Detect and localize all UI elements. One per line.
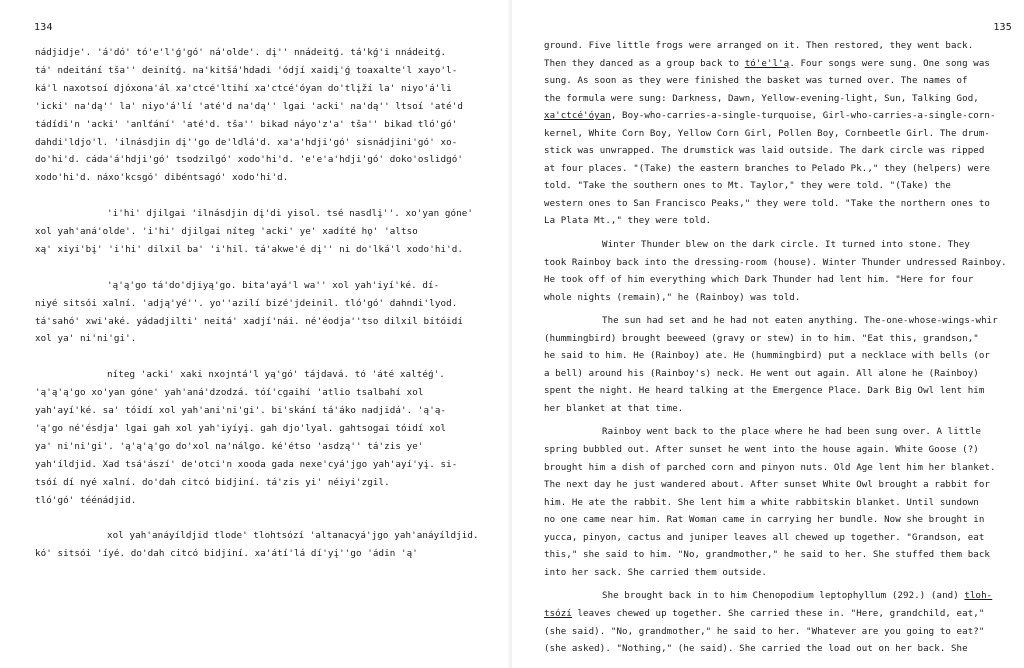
text-line bbox=[544, 495, 1020, 513]
text-line bbox=[544, 255, 1020, 273]
text-segment: He took off of him everything which Dark Thunder had lent him. "Here for four bbox=[544, 275, 974, 286]
text-line bbox=[544, 366, 1020, 384]
text-line bbox=[544, 547, 1020, 565]
text-segment: her blanket at that time. bbox=[544, 403, 684, 414]
underlined-navajo-term: tsózí bbox=[544, 608, 572, 619]
text-segment: this," she said to him. "No, grandmother," he said to her. She stuffed them back bbox=[544, 550, 990, 561]
text-segment: stick was unwrapped. The drumstick was laid outside. The dark circle was ripped bbox=[544, 146, 985, 157]
text-line bbox=[544, 196, 1020, 214]
text-segment: The next day he just wandered about. After sunset White Owl brought a rabbit for bbox=[544, 480, 990, 491]
text-line bbox=[544, 383, 1020, 401]
text-segment: The sun had set and he had not eaten anything. The-one-whose-wings-whir bbox=[602, 316, 998, 327]
paragraph-gap bbox=[35, 510, 499, 528]
right-page-number: 135 bbox=[993, 22, 1012, 33]
text-segment: spent the night. He heard talking at the Emergence Place. Dark Big Owl lent him bbox=[544, 386, 985, 397]
text-line bbox=[544, 38, 1020, 56]
text-segment: told. "Take the southern ones to Mt. Taylor," they were told. "(Take) the bbox=[544, 181, 951, 192]
text-line: kó' sitsói 'íyé. do'dah citcó bidjiní. xa'átí'lá dí'yį''go 'ádin 'ą' bbox=[35, 548, 418, 560]
text-line bbox=[544, 126, 1020, 144]
text-line: tsóí dí nyé xalní. do'dah citcó bidjiní. tá'zis yi' néiyi'zgil. bbox=[35, 476, 390, 488]
text-segment: Rainboy went back to the place where he had been sung over. A little bbox=[602, 427, 982, 438]
underlined-navajo-term: xa'ctcé'óyan bbox=[544, 111, 611, 122]
text-line bbox=[544, 512, 1020, 530]
text-line: 'i'hi' djilgai 'ilnásdjin dį'di yisol. tsé nasdlį''. xo'yan góne' bbox=[107, 208, 474, 220]
text-line: ká'l naxotsoí djóxona'ál xa'ctcé'ltihí xa'ctcé'óyan do'tlįží la' niyo'á'li bbox=[35, 82, 452, 94]
text-line: 'ą'go né'ésdja' lgai gah xol yah'iyíyį. gah djo'lyal. gahtsogai tóidí xol bbox=[35, 422, 447, 434]
text-segment: him. He ate the rabbit. She lent him a white rabbitskin blanket. Until sundown bbox=[544, 497, 979, 508]
text-segment: (she said). "No, grandmother," he said to her. "Whatever are you going to eat?" bbox=[544, 626, 985, 637]
text-line bbox=[544, 424, 1020, 442]
text-segment: brought him a dish of parched corn and pinyon nuts. Old Age lent him her blanket. bbox=[544, 462, 996, 473]
text-line bbox=[544, 606, 1020, 624]
text-line: dahdi'ldjo'l. 'ilnásdjin dį''go de'ldlá'd. xa'a'hdji'gó' sisnádjini'gó' xo- bbox=[35, 136, 458, 148]
text-segment: She brought back in to him Chenopodium leptophyllum (292.) (and) bbox=[602, 591, 965, 602]
text-line: tló'gó' téénádjid. bbox=[35, 494, 137, 506]
text-segment: he said to him. He (Rainboy) ate. He (hummingbird) put a necklace with bells (or bbox=[544, 351, 990, 362]
text-line: do'hi'd. cáda'á'hdji'gó' tsodzilgó' xodo'hi'd. 'e'e'a'hdji'gó' doko'oslidgó' bbox=[35, 154, 463, 166]
underlined-navajo-term: tó'e'l'ą bbox=[744, 58, 790, 69]
text-line: xol yah'anáyíldjid tlode' tlohtsózí 'altanacyá'jgo yah'anáyíldjid. bbox=[107, 530, 479, 542]
text-line bbox=[544, 56, 1020, 74]
text-line: 'icki' na'dą'' la' niyo'á'lí 'até'd na'dą'' lgai 'acki' na'dą'' ltsoí 'até'd bbox=[35, 100, 463, 112]
text-line bbox=[544, 161, 1020, 179]
text-segment: spring bubbled out. After sunset he went into the house again. White Goose (?) bbox=[544, 445, 979, 456]
paragraph-gap bbox=[35, 259, 499, 277]
text-line: 'ą'ą'ą'go xo'yan góne' yah'aná'dzodzá. tóí'cgaihí 'atlio tsalbahí xol bbox=[35, 387, 424, 399]
text-line bbox=[544, 108, 1020, 126]
text-segment: Winter Thunder blew on the dark circle. It turned into stone. They bbox=[602, 240, 970, 251]
english-text-body bbox=[544, 38, 1020, 659]
text-segment: the formula were sung: Darkness, Dawn, Yellow-evening-light, Sun, Talking God, bbox=[544, 93, 979, 104]
text-segment: kernel, White Corn Boy, Yellow Corn Girl, Pollen Boy, Cornbeetle Girl. The drum- bbox=[544, 128, 990, 139]
text-line: ya' ni'ni'gi'. 'ą'ą'ą'go do'xol na'nálgo. ké'étso 'asdzą'' tá'zis ye' bbox=[35, 440, 424, 452]
text-line bbox=[544, 442, 1020, 460]
text-line bbox=[544, 91, 1020, 109]
underlined-navajo-term: tloh- bbox=[964, 591, 993, 602]
text-line bbox=[544, 272, 1020, 290]
text-line: xodo'hi'd. náxo'kcsgó' dibéntsagó' xodo'hi'd. bbox=[35, 172, 289, 184]
text-segment: La Plata Mt.," they were told. bbox=[544, 216, 712, 227]
paragraph-gap bbox=[35, 187, 499, 205]
text-line: xol yah'aná'olde'. 'i'hi' djilgai níteg 'acki' ye' xadíté hǫ' 'altso bbox=[35, 226, 418, 238]
text-line bbox=[544, 565, 1020, 583]
navajo-text-body bbox=[35, 44, 499, 563]
text-line: tá'sahó' xwi'aké. yádadjilti' neitá' xadjí'nái. né'éodja''tso dilxil bitóidí bbox=[35, 315, 463, 327]
text-line bbox=[544, 143, 1020, 161]
text-line bbox=[544, 331, 1020, 349]
right-page bbox=[512, 0, 1024, 668]
text-segment: a bell) around his (Rainboy's) neck. He went out again. All alone he (Rainboy) bbox=[544, 368, 979, 379]
text-segment: sung. As soon as they were finished the basket was turned over. The names of bbox=[544, 76, 968, 87]
paragraph-gap bbox=[35, 348, 499, 366]
text-segment: western ones to San Francisco Peaks," they were told. "Take the northern ones to bbox=[544, 198, 990, 209]
text-line bbox=[544, 401, 1020, 419]
text-line bbox=[544, 348, 1020, 366]
text-segment: at four places. "(Take) the eastern branches to Pelado Pk.," they (helpers) were bbox=[544, 163, 990, 174]
text-segment: (she asked). "Nothing," (he said). She carried the load out on her back. She bbox=[544, 644, 968, 655]
text-line bbox=[544, 313, 1020, 331]
text-line bbox=[544, 530, 1020, 548]
text-line: xol ya' ni'ni'gi'. bbox=[35, 333, 137, 345]
text-line: tádídi'n 'acki' 'anlťání' 'até'd. tša'' bikad náyo'z'a' tša'' bikad tló'gó' bbox=[35, 118, 458, 130]
text-line: tá' ndeitání tša'' deinítǵ. na'kitšá'hdadi 'ódjí xaidį'ǵ toaxalte'l xayo'l- bbox=[35, 64, 458, 76]
text-line bbox=[544, 477, 1020, 495]
text-line bbox=[544, 588, 1020, 606]
text-line bbox=[544, 178, 1020, 196]
text-line bbox=[544, 460, 1020, 478]
text-segment: took Rainboy back into the dressing-room (house). Winter Thunder undressed Rainboy. bbox=[544, 257, 1007, 268]
text-line: yah'ayí'ké. sa' tóidí xol yah'ani'ni'gi'. bi'skání tá'áko nadjidá'. 'ą'ą- bbox=[35, 405, 447, 417]
text-segment: leaves chewed up together. She carried these in. "Here, grandchild, eat," bbox=[571, 608, 985, 619]
text-line bbox=[544, 641, 1020, 659]
text-line: nádjidje'. 'á'dó' tó'e'l'ǵ'gó' ná'olde'. dį'' nnádeitǵ. tá'kǵ'i nnádeitǵ. bbox=[35, 47, 447, 58]
text-segment: (hummingbird) brought beeweed (gravy or stew) in to him. "Eat this, grandson," bbox=[544, 333, 979, 344]
text-line bbox=[544, 73, 1020, 91]
text-line: 'ą'ą'go tá'do'djiyą'go. bita'ayá'l wa'' xol yah'iyí'ké. dí- bbox=[107, 279, 440, 291]
text-segment: . Four songs were sung. One song was bbox=[789, 58, 991, 69]
text-line bbox=[544, 237, 1020, 255]
left-page-number: 134 bbox=[34, 22, 53, 33]
text-line bbox=[544, 624, 1020, 642]
text-line: níteg 'acki' xaki nxojntá'l yą'gó' tájdavá. tó 'áté xaltéǵ'. bbox=[107, 369, 445, 381]
text-segment: no one came near him. Rat Woman came in carrying her bundle. Now she brought in bbox=[544, 515, 985, 526]
text-line: xą' xiyi'bį' 'i'hi' dilxil ba' 'i'hil. tá'akwe'é dį'' ni do'lká'l xodo'hi'd. bbox=[35, 243, 463, 255]
text-line bbox=[544, 213, 1020, 231]
text-segment: whole nights (remain)," he (Rainboy) was told. bbox=[544, 292, 801, 303]
text-segment: Then they danced as a group back to bbox=[544, 58, 745, 69]
text-segment: , Boy-who-carries-a-single-turquoise, Girl-who-carries-a-single-corn- bbox=[610, 111, 996, 122]
text-line: niyé sitsói xalní. 'adją'yé''. yo''azilí bizé'jdeinil. tló'gó' dahndi'lyod. bbox=[35, 297, 458, 309]
text-segment: yucca, pinyon, cactus and juniper leaves all chewed up together. "Grandson, eat bbox=[544, 532, 985, 543]
text-line: yah'íldjid. Xad tsá'ászí' de'otci'n xooda gada nexe'cyá'jgo yah'ayí'yį. si- bbox=[35, 458, 458, 470]
text-line bbox=[544, 290, 1020, 308]
text-segment: into her sack. She carried them outside. bbox=[544, 567, 767, 578]
text-segment: ground. Five little frogs were arranged on it. Then restored, they went back. bbox=[544, 41, 974, 51]
